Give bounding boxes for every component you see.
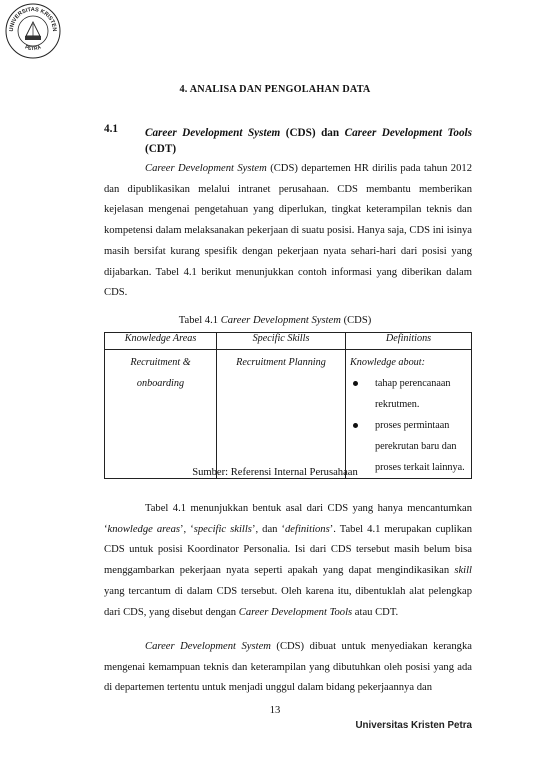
- paragraph-3: [104, 637, 472, 699]
- section-title: [145, 123, 472, 143]
- seal-arc-text: UNIVERSITAS KRISTEN: [8, 6, 58, 32]
- table-caption-italic: Career Development System: [220, 315, 341, 326]
- definition-bullet: [349, 373, 468, 415]
- page-number: 13: [269, 705, 281, 716]
- footer-university: Universitas Kristen Petra: [355, 720, 472, 731]
- p2-italic: definitions: [285, 523, 330, 535]
- paragraph-3-lead: Career Development System: [145, 641, 271, 652]
- table-source: Sumber: Referensi Internal Perusahaan: [192, 467, 358, 478]
- p2-text: yang tercantum di dalam CDS tersebut. Oleh karena itu, dibentuklah alat pelengkap dari CDS, yang disebut dengan: [104, 585, 472, 618]
- p2-italic: knowledge areas: [107, 523, 181, 535]
- header-definitions: Definitions: [346, 333, 472, 350]
- cell-specific-skill: Recruitment Planning: [217, 350, 346, 479]
- paragraph-1-lead: Career Development System: [145, 163, 267, 174]
- p2-text: Tabel 4.1 menunjukkan bentuk asal dari CDS yang hanya mencantumkan ‘: [104, 503, 472, 535]
- definition-bullet-text: proses permintaan perekrutan baru dan proses terkait lainnya.: [375, 420, 465, 473]
- p2-text: ’, dan ‘: [251, 523, 285, 535]
- section-title-line2: (CDT): [145, 143, 177, 155]
- cds-table: [104, 332, 472, 479]
- bullet-icon: [353, 381, 358, 386]
- university-seal-logo: [4, 2, 62, 60]
- seal-bottom-text: PETRA: [23, 44, 42, 53]
- table-caption-suffix: (CDS): [340, 315, 372, 326]
- section-title-italic-2: Career Development Tools: [344, 127, 473, 139]
- table-caption-prefix: Tabel 4.1: [178, 315, 221, 326]
- table-header-row: [105, 333, 472, 350]
- section-number: 4.1: [104, 123, 118, 135]
- p2-text: ’. Tabel 4.1 merupakan cuplikan CDS untuk posisi Koordinator Personalia. Isi dari CDS tersebut masih belum bisa menggambarkan pekerjaan nyata seperti apakah yang dapat mengindikasikan: [104, 523, 472, 577]
- definition-heading: Knowledge about:: [350, 357, 425, 368]
- table-caption: [0, 315, 550, 326]
- paragraph-1-text: (CDS) departemen HR dirilis pada tahun 2012 dan dipublikasikan melalui intranet perusahaan. CDS membantu memberikan kejelasan mengenai pengetahuan yang diperlukan, tingkat keterampilan teknis dan kompetensi dalam melaksanakan pekerjaan di suatu posisi. Hanya saja, CDS ini isinya masih bersifat kurang spesifik dengan pekerjaan nyata sehari-hari dari posisi yang dijabarkan. Tabel 4.1 berikut menunjukkan contoh informasi yang diberikan dalam CDS.: [104, 163, 472, 299]
- p2-italic: Career Development Tools: [238, 606, 353, 618]
- cell-definitions: [346, 350, 472, 479]
- p2-italic: skill: [454, 565, 472, 577]
- p2-text: atau CDT.: [352, 606, 399, 618]
- cell-knowledge-area: Recruitment & onboarding: [105, 350, 217, 479]
- header-knowledge-areas: Knowledge Areas: [105, 333, 217, 350]
- section-title-italic-1: Career Development System: [145, 127, 281, 139]
- p2-text: ’, ‘: [180, 523, 194, 535]
- paragraph-1: [104, 159, 472, 304]
- paragraph-3-text: (CDS) dibuat untuk menyediakan kerangka mengenai kemampuan teknis dan keterampilan yang dibutuhkan oleh posisi yang ada di departemen tertentu untuk menjadi unggul dalam bidang pekerjaannya dan: [104, 641, 472, 694]
- bullet-icon: [353, 423, 358, 428]
- definition-list: [349, 373, 468, 478]
- header-specific-skills: Specific Skills: [217, 333, 346, 350]
- chapter-title: 4. ANALISA DAN PENGOLAHAN DATA: [179, 84, 371, 95]
- svg-text:PETRA: [24, 44, 42, 52]
- table-row: [105, 350, 472, 479]
- definition-bullet-text: tahap perencanaan rekrutmen.: [375, 378, 451, 410]
- p2-italic: specific skills: [193, 523, 252, 535]
- section-title-middle: (CDS) dan: [280, 127, 345, 139]
- paragraph-2: [104, 499, 472, 623]
